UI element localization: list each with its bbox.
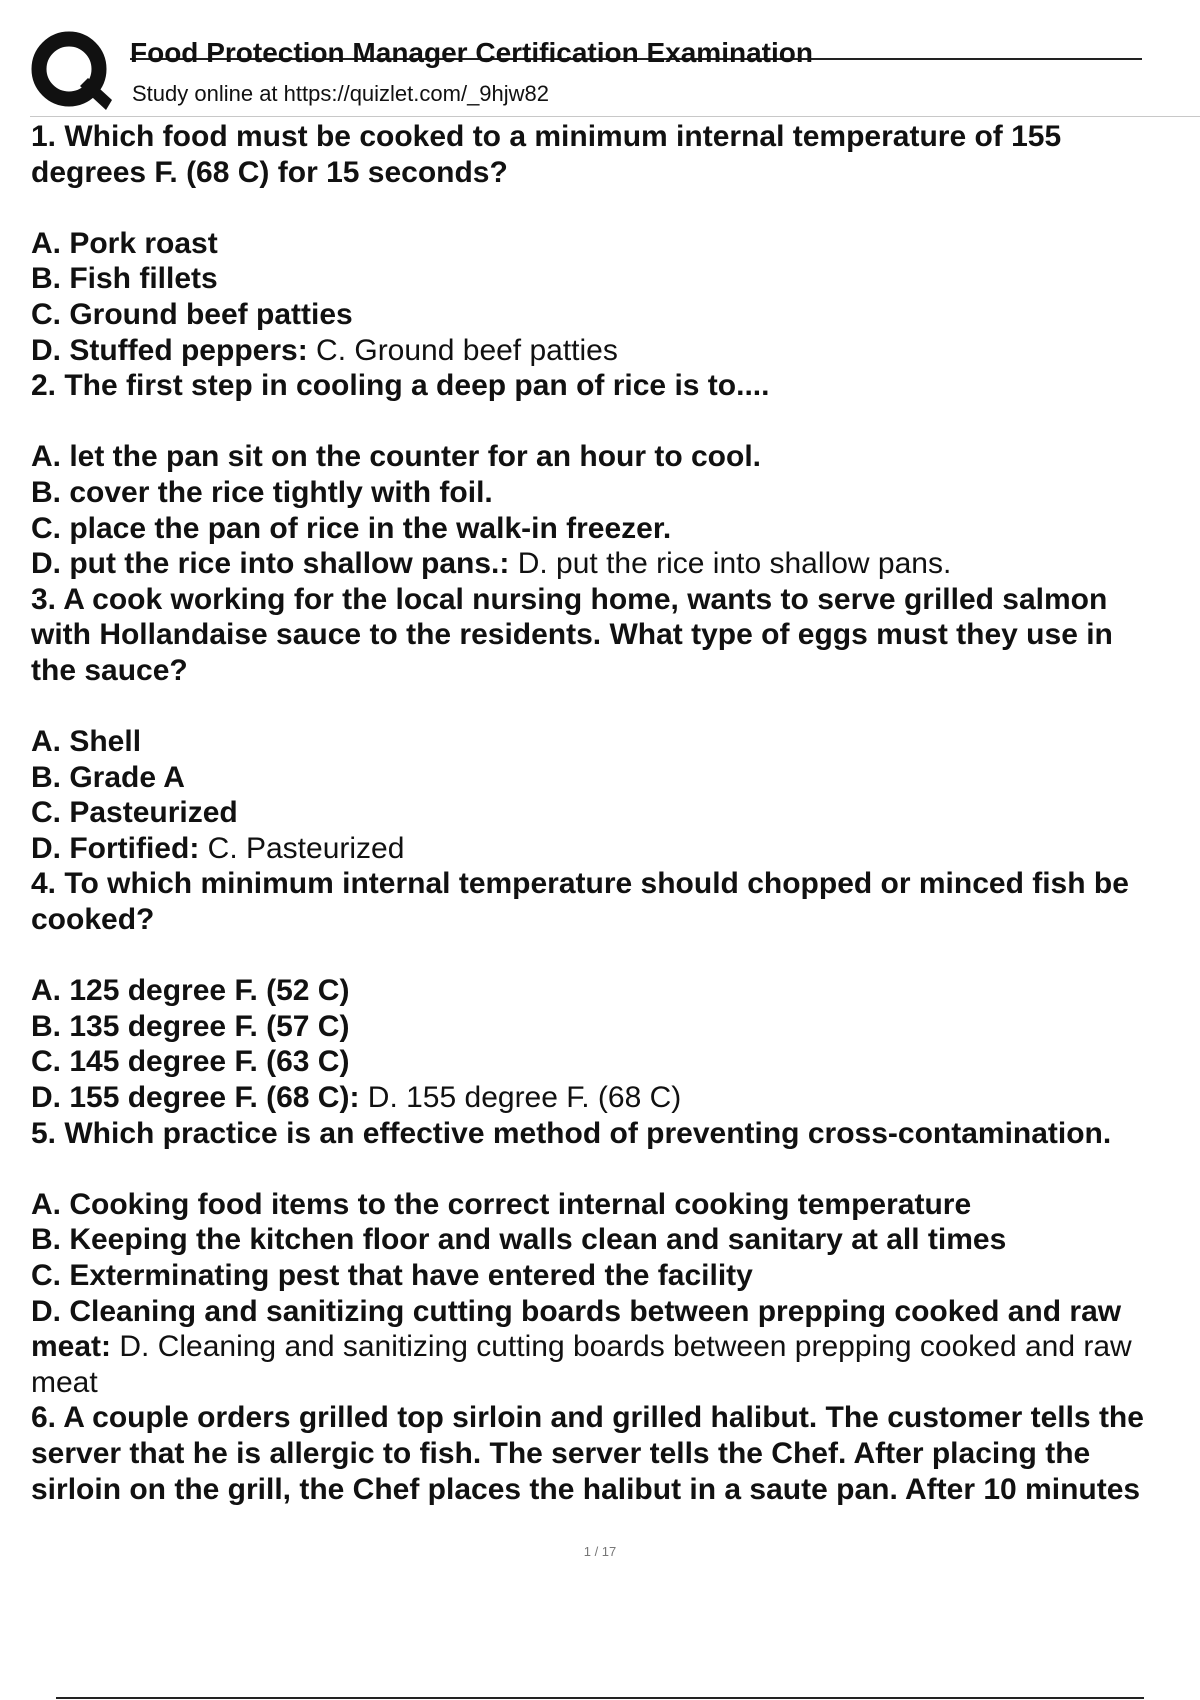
question-text: degrees F. (68 C) for 15 seconds? [31,155,508,189]
choice-d [31,546,1200,582]
question-4 [31,866,1200,1115]
choice-a: A. Shell [31,725,142,759]
answer-text: D. Cleaning and sanitizing cutting boards between prepping cooked and raw [111,1330,1132,1364]
question-text: 3. A cook working for the local nursing home, wants to serve grilled salmon [31,582,1108,616]
choice-a: A. Pork roast [31,226,218,260]
choice-b: B. cover the rice tightly with foil. [31,475,493,509]
header-divider [30,116,1200,117]
choice-d-text: D. put the rice into shallow pans.: [31,547,510,581]
choice-d-text: D. Fortified: [31,831,200,865]
answer-text: C. Pasteurized [199,831,405,865]
choice-c: C. place the pan of rice in the walk-in freezer. [31,511,672,545]
choice-c: C. Pasteurized [31,796,238,830]
choice-b: B. Fish fillets [31,262,218,296]
question-text: 2. The first step in cooling a deep pan of rice is to.... [31,369,770,403]
choice-a: A. Cooking food items to the correct internal cooking temperature [31,1187,972,1221]
choice-c: C. Ground beef patties [31,297,353,331]
answer-text: D. put the rice into shallow pans. [509,547,952,581]
answer-text: D. 155 degree F. (68 C) [359,1081,682,1115]
choice-b: B. Grade A [31,760,185,794]
question-2 [31,368,1200,582]
question-list [31,119,1200,1514]
study-online-link[interactable]: Study online at https://quizlet.com/_9hjw82 [132,81,550,106]
choice-d: D. Cleaning and sanitizing cutting boards between prepping cooked and raw [31,1294,1122,1328]
question-text: the sauce? [31,653,188,687]
choice-a: A. let the pan sit on the counter for an hour to cool. [31,440,762,474]
page-number: 1 / 17 [583,1544,617,1559]
choice-d [31,1080,1200,1116]
quizlet-q-logo-icon [30,30,112,112]
choice-b: B. Keeping the kitchen floor and walls clean and sanitary at all times [31,1223,1007,1257]
choice-d-text: D. Stuffed peppers: [31,333,308,367]
choice-d-text: D. 155 degree F. (68 C): [31,1081,360,1115]
question-text: 4. To which minimum internal temperature should chopped or minced fish be [31,867,1129,901]
choice-d [31,831,1200,867]
document-title: Food Protection Manager Certification Examination [130,37,813,68]
choice-d-text: meat: [31,1330,112,1364]
choice-a: A. 125 degree F. (52 C) [31,974,350,1008]
question-text: 5. Which practice is an effective method of preventing cross-contamination. [31,1116,1112,1150]
choice-d-continued [31,1329,1200,1365]
choice-c: C. Exterminating pest that have entered the facility [31,1259,753,1292]
question-text: 1. Which food must be cooked to a minimum internal temperature of 155 [31,120,1062,153]
question-text: with Hollandaise sauce to the residents. What type of eggs must they use in [31,618,1113,652]
question-6 [31,1400,1200,1507]
answer-text: meat [31,1365,98,1399]
choice-c: C. 145 degree F. (63 C) [31,1045,350,1079]
question-text: sirloin on the grill, the Chef places the halibut in a saute pan. After 10 minutes [31,1472,1141,1506]
choice-b: B. 135 degree F. (57 C) [31,1009,350,1043]
question-text: 6. A couple orders grilled top sirloin and grilled halibut. The customer tells the [31,1401,1144,1435]
question-5 [31,1116,1200,1401]
bottom-divider [56,1697,1144,1699]
question-text: cooked? [31,903,155,937]
answer-text: C. Ground beef patties [307,333,618,367]
choice-d [31,333,1200,369]
question-1 [31,119,1200,368]
question-text: server that he is allergic to fish. The server tells the Chef. After placing the [31,1436,1091,1470]
question-3 [31,582,1200,867]
